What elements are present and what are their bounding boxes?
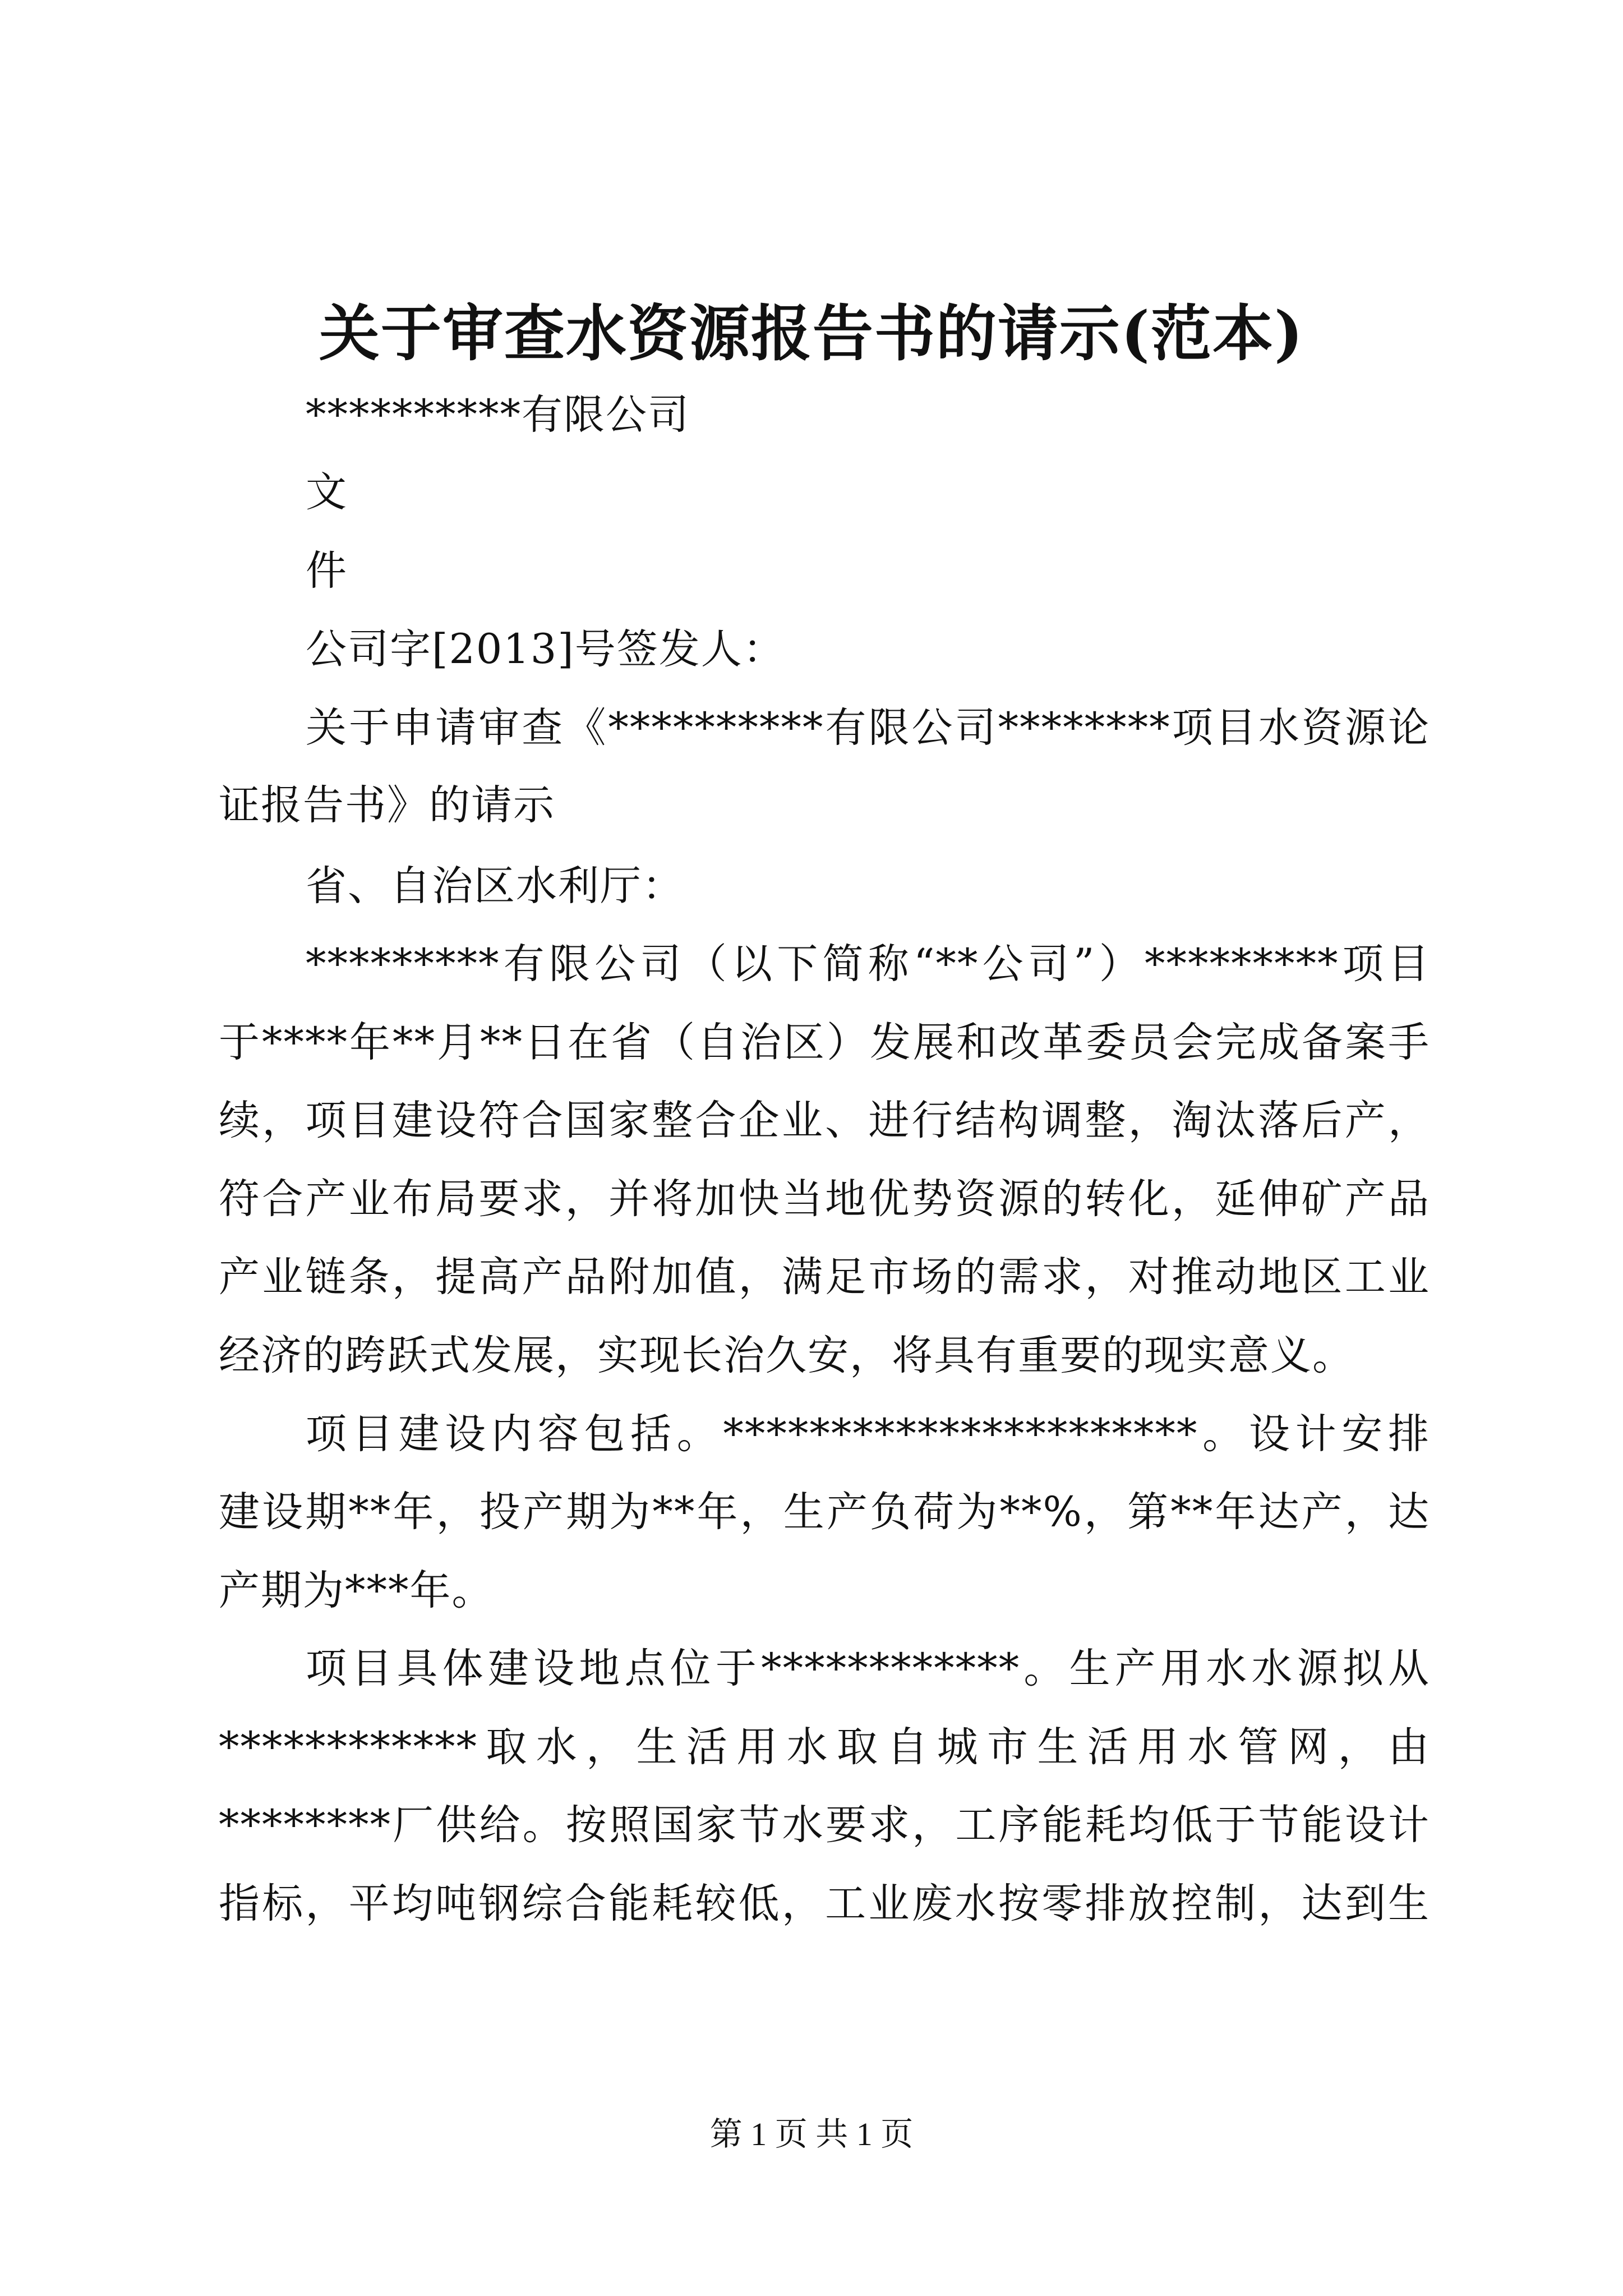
paragraph-3-line-2: ************取水，生活用水取自城市生活用水管网，由 — [219, 1723, 1430, 1771]
paragraph-1-line-6: 经济的跨跃式发展，实现长治久安，将具有重要的现实意义。 — [219, 1332, 1354, 1379]
document-title: 关于审查水资源报告书的请示(范本) — [319, 298, 1304, 369]
company-name-line: **********有限公司 — [306, 391, 690, 439]
document-number-line: 公司字[2013]号签发人： — [306, 625, 785, 673]
subject-line-2: 证报告书》的请示 — [219, 781, 555, 829]
recipient-line: 省、自治区水利厅： — [306, 862, 684, 910]
subject-line-1: 关于申请审查《**********有限公司********项目水资源论 — [306, 704, 1430, 752]
page-footer: 第 1 页 共 1 页 — [709, 2116, 914, 2152]
paragraph-1-line-3: 续，项目建设符合国家整合企业、进行结构调整，淘汰落后产， — [219, 1097, 1430, 1144]
paragraph-3-line-1: 项目具体建设地点位于************。生产用水水源拟从 — [306, 1645, 1430, 1692]
paragraph-2-line-2: 建设期**年，投产期为**年，生产负荷为**%，第**年达产，达 — [219, 1488, 1430, 1536]
paragraph-3-line-3: ********厂供给。按照国家节水要求，工序能耗均低于节能设计 — [219, 1801, 1430, 1849]
document-type-char-1: 文 — [306, 468, 348, 516]
document-type-char-2: 件 — [306, 547, 348, 595]
paragraph-2-line-3: 产期为***年。 — [219, 1567, 494, 1614]
paragraph-1-line-1: *********有限公司（以下简称“**公司”）*********项目 — [306, 940, 1430, 988]
paragraph-3-line-4: 指标，平均吨钢综合能耗较低，工业废水按零排放控制，达到生 — [219, 1880, 1430, 1927]
paragraph-1-line-4: 符合产业布局要求，并将加快当地优势资源的转化，延伸矿产品 — [219, 1175, 1430, 1223]
paragraph-1-line-2: 于****年**月**日在省（自治区）发展和改革委员会完成备案手 — [219, 1019, 1430, 1066]
paragraph-1-line-5: 产业链条，提高产品附加值，满足市场的需求，对推动地区工业 — [219, 1253, 1430, 1301]
paragraph-2-line-1: 项目建设内容包括。**********************。设计安排 — [306, 1410, 1430, 1458]
